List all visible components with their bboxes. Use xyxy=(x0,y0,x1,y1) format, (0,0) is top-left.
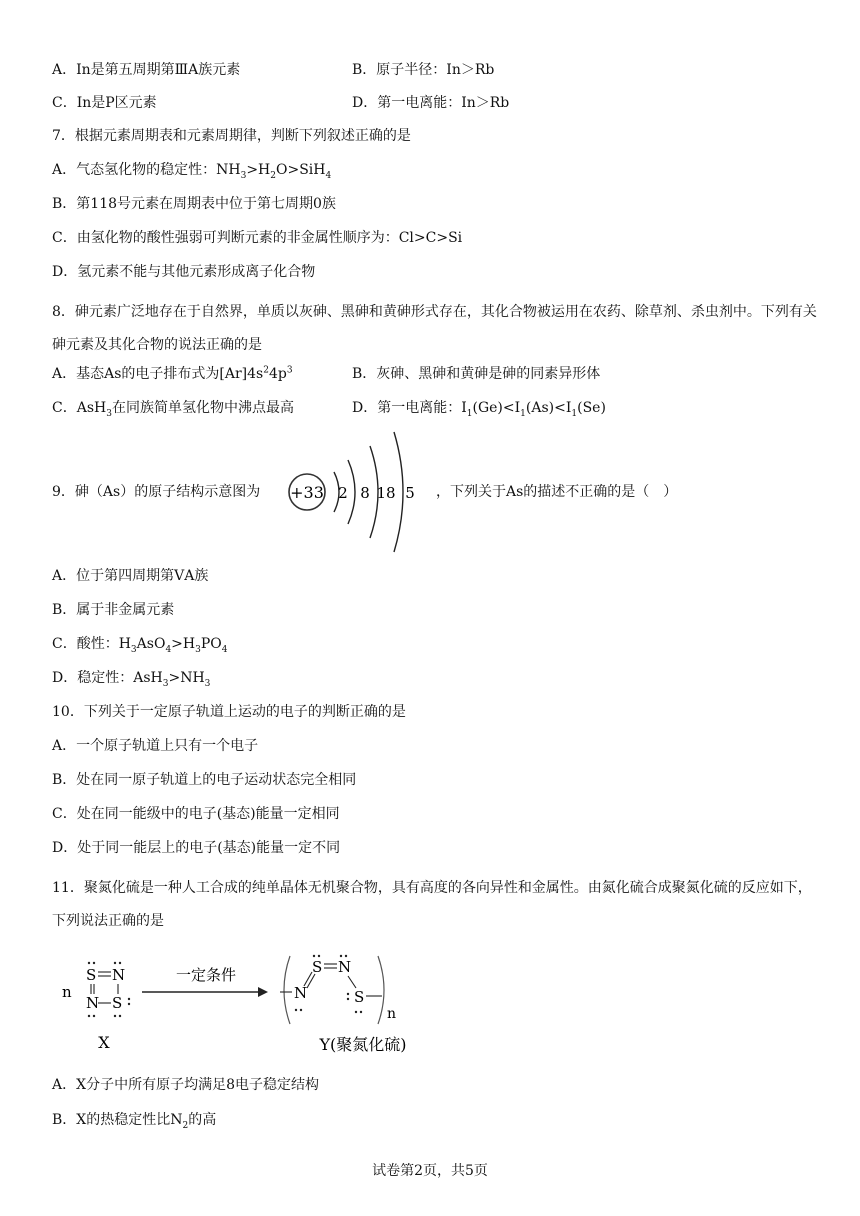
q8-option-c-pre: C．AsH xyxy=(52,400,107,416)
page-footer: 试卷第2页，共5页 xyxy=(372,1163,488,1179)
q7-option-d: D．氢元素不能与其他元素形成离子化合物 xyxy=(52,264,316,280)
polymer-s-top: S xyxy=(312,958,323,976)
label-x: X xyxy=(98,1033,110,1052)
polymer-n-left: N xyxy=(294,984,308,1002)
reaction-condition: 一定条件 xyxy=(175,966,237,984)
shell-arc-2 xyxy=(348,460,355,524)
q7-option-b: B．第118号元素在周期表中位于第七周期0族 xyxy=(52,196,336,212)
q11-option-b-pre: B．X的热稳定性比N xyxy=(52,1112,183,1128)
reaction-scheme xyxy=(58,950,458,1062)
reaction-coefficient: n xyxy=(62,983,72,1001)
bracket-left xyxy=(284,956,290,1024)
q6-option-a: A．In是第五周期第ⅢA族元素 xyxy=(52,62,241,78)
q9-option-c: C．酸性：$H_3AsO_4>H_3PO_4$ xyxy=(52,636,228,655)
polymer-n-top: N xyxy=(338,958,352,976)
q8-option-a-text: A．基态As的电子排布式为[Ar]4s xyxy=(52,366,264,382)
q9-option-a: A．位于第四周期第ⅤA族 xyxy=(52,568,209,584)
shell-electrons-1: 2 xyxy=(338,484,348,502)
q10-option-a: A．一个原子轨道上只有一个电子 xyxy=(52,738,259,754)
q8-option-a: A．基态As的电子排布式为$[Ar]4s^24p^3$ xyxy=(52,365,293,382)
q9-option-d-text: D．稳定性：AsH xyxy=(52,670,163,686)
q9-stem-pre: 9．砷（As）的原子结构示意图为 xyxy=(52,484,261,500)
q9-option-d: D．稳定性：$AsH_3>NH_3$ xyxy=(52,670,211,689)
ring-s-bottom: S xyxy=(112,994,123,1012)
bracket-right xyxy=(378,956,384,1024)
q6-option-c: C．In是P区元素 xyxy=(52,95,157,111)
ring-n-bottom: N xyxy=(86,994,100,1012)
q10-stem: 10．下列关于一定原子轨道上运动的电子的判断正确的是 xyxy=(52,704,406,720)
q8-option-c-post: 在同族简单氢化物中沸点最高 xyxy=(111,400,294,416)
q8-option-c: C．AsH$_3$在同族简单氢化物中沸点最高 xyxy=(52,400,294,419)
q8-option-d-text: D．第一电离能：I xyxy=(352,400,467,416)
arsenic-atom-diagram xyxy=(286,430,432,554)
shell-electrons-2: 8 xyxy=(360,484,370,502)
q9-option-c-text: C．酸性：H xyxy=(52,636,131,652)
q8-stem: 8．砷元素广泛地存在于自然界，单质以灰砷、黑砷和黄砷形式存在，其化合物被运用在农药、除草剂、杀虫剂中。下列有关砷元素及其化合物的说法正确的是 xyxy=(52,304,817,353)
q9-option-b: B．属于非金属元素 xyxy=(52,602,175,618)
polymer-s-right: S xyxy=(354,988,365,1006)
q10-option-b: B．处在同一原子轨道上的电子运动状态完全相同 xyxy=(52,772,357,788)
nucleus-charge: +33 xyxy=(290,483,324,502)
q7-stem: 7．根据元素周期表和元素周期律，判断下列叙述正确的是 xyxy=(52,128,411,144)
q11-option-a: A．X分子中所有原子均满足8电子稳定结构 xyxy=(52,1077,319,1093)
q11-option-b-post: 的高 xyxy=(188,1112,217,1128)
shell-electrons-3: 18 xyxy=(376,484,396,502)
q6-option-d: D．第一电离能：In＞Rb xyxy=(352,95,510,111)
ring-n-top: N xyxy=(112,966,126,984)
q10-option-c: C．处在同一能级中的电子(基态)能量一定相同 xyxy=(52,806,340,822)
polymer-subscript: n xyxy=(387,1006,397,1022)
reaction-arrowhead xyxy=(258,987,268,997)
q11-option-b: B．X的热稳定性比$N_2$的高 xyxy=(52,1112,217,1131)
ring-s-top: S xyxy=(86,966,97,984)
q9-stem-post: ，下列关于As的描述不正确的是（ ） xyxy=(436,484,678,500)
q7-option-a: A．气态氢化物的稳定性：$NH_3>H_2O>SiH_4$ xyxy=(52,162,332,181)
q10-option-d: D．处于同一能层上的电子(基态)能量一定不同 xyxy=(52,840,341,856)
q6-option-b: B．原子半径：In＞Rb xyxy=(352,62,495,78)
q8-option-d: D．第一电离能：$I_1(Ge)<I_1(As)<I_1(Se)$ xyxy=(352,400,606,419)
q8-option-b: B．灰砷、黑砷和黄砷是砷的同素异形体 xyxy=(352,366,601,382)
q7-option-a-text: A．气态氢化物的稳定性：NH xyxy=(52,162,241,178)
q7-option-c: C．由氢化物的酸性强弱可判断元素的非金属性顺序为：Cl>C>Si xyxy=(52,230,463,246)
shell-electrons-4: 5 xyxy=(405,484,415,502)
label-y: Y(聚氮化硫) xyxy=(319,1035,407,1054)
q11-stem: 11．聚氮化硫是一种人工合成的纯单晶体无机聚合物，具有高度的各向异性和金属性。由氮化硫合成聚氮化硫的反应如下，下列说法正确的是 xyxy=(52,880,812,929)
